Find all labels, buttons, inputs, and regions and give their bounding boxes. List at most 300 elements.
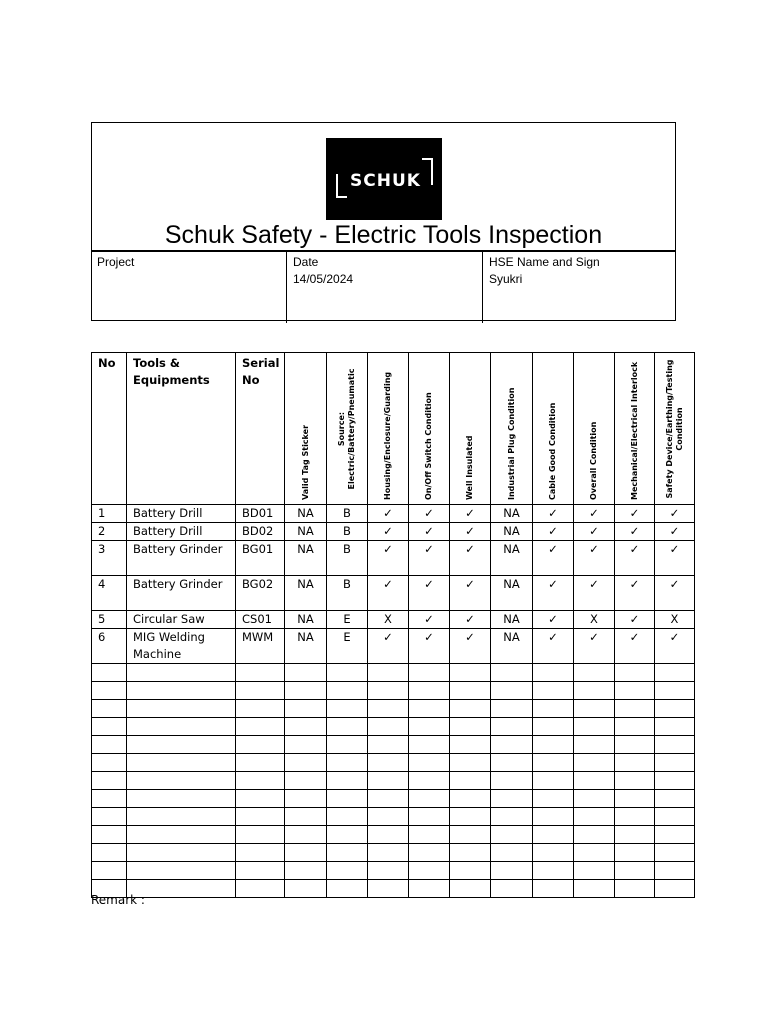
empty-cell	[491, 718, 533, 736]
cell-insulated: ✓	[450, 523, 491, 541]
empty-cell	[615, 772, 655, 790]
empty-cell	[327, 790, 368, 808]
table-row	[92, 523, 695, 541]
empty-cell	[327, 682, 368, 700]
cell-overall: ✓	[574, 505, 615, 523]
logo-bracket-top-right	[422, 158, 433, 185]
cell-housing: ✓	[368, 541, 409, 576]
empty-cell	[285, 718, 327, 736]
cell-cable: ✓	[533, 629, 574, 664]
empty-cell	[574, 826, 615, 844]
info-row	[91, 250, 676, 323]
empty-cell	[409, 682, 450, 700]
header-cable-text: Cable Good Condition	[548, 402, 557, 500]
empty-cell	[491, 862, 533, 880]
header-insulated-text: Well Insulated	[465, 435, 474, 500]
cell-cable: ✓	[533, 576, 574, 611]
cell-interlock: ✓	[615, 505, 655, 523]
cell-valid-tag: NA	[285, 611, 327, 629]
empty-cell	[450, 862, 491, 880]
empty-cell	[92, 718, 127, 736]
cell-overall: ✓	[574, 576, 615, 611]
empty-cell	[409, 790, 450, 808]
project-label: Project	[97, 255, 135, 269]
cell-plug: NA	[491, 629, 533, 664]
table-row	[92, 505, 695, 523]
empty-cell	[491, 808, 533, 826]
empty-cell	[533, 700, 574, 718]
empty-cell	[236, 862, 285, 880]
empty-cell	[368, 862, 409, 880]
empty-cell	[574, 700, 615, 718]
empty-cell	[285, 682, 327, 700]
empty-cell	[450, 844, 491, 862]
empty-cell	[574, 862, 615, 880]
empty-cell	[409, 754, 450, 772]
empty-table-row	[92, 790, 695, 808]
empty-cell	[327, 862, 368, 880]
cell-interlock: ✓	[615, 611, 655, 629]
empty-cell	[574, 754, 615, 772]
empty-cell	[450, 718, 491, 736]
empty-cell	[409, 880, 450, 898]
logo-bracket-bottom-left	[336, 174, 347, 198]
empty-cell	[533, 844, 574, 862]
header-overall	[574, 353, 615, 505]
empty-cell	[409, 844, 450, 862]
empty-cell	[92, 844, 127, 862]
header-onoff	[409, 353, 450, 505]
empty-cell	[574, 808, 615, 826]
empty-cell	[236, 808, 285, 826]
cell-plug: NA	[491, 576, 533, 611]
empty-cell	[655, 700, 695, 718]
cell-insulated: ✓	[450, 611, 491, 629]
cell-tool: Circular Saw	[127, 611, 236, 629]
table-row	[92, 611, 695, 629]
cell-insulated: ✓	[450, 541, 491, 576]
empty-cell	[285, 862, 327, 880]
header-overall-text: Overall Condition	[589, 421, 598, 500]
cell-source: B	[327, 523, 368, 541]
cell-safety: ✓	[655, 523, 695, 541]
hse-label: HSE Name and Sign	[489, 255, 600, 269]
empty-cell	[655, 718, 695, 736]
empty-table-row	[92, 700, 695, 718]
empty-cell	[327, 664, 368, 682]
empty-cell	[285, 844, 327, 862]
schuk-logo	[326, 138, 442, 220]
empty-cell	[450, 880, 491, 898]
document-title: Schuk Safety - Electric Tools Inspection	[164, 221, 603, 249]
empty-cell	[236, 880, 285, 898]
empty-cell	[533, 862, 574, 880]
cell-onoff: ✓	[409, 576, 450, 611]
empty-cell	[285, 808, 327, 826]
empty-cell	[327, 718, 368, 736]
empty-cell	[92, 826, 127, 844]
cell-safety: ✓	[655, 576, 695, 611]
cell-cable: ✓	[533, 541, 574, 576]
cell-housing: ✓	[368, 576, 409, 611]
empty-cell	[450, 790, 491, 808]
cell-safety: ✓	[655, 629, 695, 664]
empty-cell	[92, 862, 127, 880]
empty-cell	[615, 664, 655, 682]
empty-cell	[533, 736, 574, 754]
empty-cell	[655, 736, 695, 754]
empty-cell	[574, 844, 615, 862]
empty-cell	[368, 844, 409, 862]
empty-cell	[127, 700, 236, 718]
empty-table-row	[92, 664, 695, 682]
cell-valid-tag: NA	[285, 541, 327, 576]
header-interlock	[615, 353, 655, 505]
empty-cell	[533, 718, 574, 736]
empty-cell	[450, 682, 491, 700]
cell-tool: Battery Drill	[127, 523, 236, 541]
cell-overall: ✓	[574, 523, 615, 541]
cell-no: 3	[92, 541, 127, 576]
empty-cell	[574, 736, 615, 754]
empty-cell	[127, 664, 236, 682]
empty-cell	[236, 700, 285, 718]
cell-plug: NA	[491, 505, 533, 523]
empty-cell	[615, 808, 655, 826]
table-header-row	[92, 353, 695, 505]
empty-cell	[491, 790, 533, 808]
empty-cell	[655, 790, 695, 808]
cell-housing: ✓	[368, 629, 409, 664]
empty-cell	[491, 700, 533, 718]
empty-table-row	[92, 772, 695, 790]
cell-interlock: ✓	[615, 576, 655, 611]
empty-cell	[285, 736, 327, 754]
empty-cell	[285, 826, 327, 844]
cell-cable: ✓	[533, 505, 574, 523]
empty-cell	[327, 772, 368, 790]
empty-cell	[409, 772, 450, 790]
empty-cell	[655, 664, 695, 682]
header-housing	[368, 353, 409, 505]
empty-cell	[92, 682, 127, 700]
empty-cell	[368, 664, 409, 682]
empty-cell	[236, 664, 285, 682]
header-no: No	[92, 353, 127, 505]
cell-plug: NA	[491, 523, 533, 541]
empty-cell	[409, 862, 450, 880]
empty-cell	[655, 880, 695, 898]
cell-serial: BG01	[236, 541, 285, 576]
empty-cell	[368, 682, 409, 700]
cell-interlock: ✓	[615, 523, 655, 541]
empty-cell	[127, 862, 236, 880]
cell-serial: BG02	[236, 576, 285, 611]
cell-serial: BD02	[236, 523, 285, 541]
cell-source: B	[327, 505, 368, 523]
empty-cell	[615, 736, 655, 754]
cell-source: B	[327, 576, 368, 611]
empty-cell	[92, 808, 127, 826]
header-housing-text: Housing/Enclosure/Guarding	[383, 371, 392, 500]
empty-cell	[368, 808, 409, 826]
empty-table-row	[92, 754, 695, 772]
empty-cell	[368, 790, 409, 808]
cell-plug: NA	[491, 611, 533, 629]
empty-cell	[127, 826, 236, 844]
header-source	[327, 353, 368, 505]
empty-cell	[368, 754, 409, 772]
empty-cell	[285, 754, 327, 772]
empty-cell	[655, 826, 695, 844]
empty-cell	[236, 754, 285, 772]
empty-cell	[285, 772, 327, 790]
table-body	[92, 505, 695, 898]
header-valid-tag	[285, 353, 327, 505]
empty-cell	[327, 826, 368, 844]
empty-cell	[574, 718, 615, 736]
empty-cell	[368, 700, 409, 718]
empty-cell	[615, 718, 655, 736]
cell-safety: ✓	[655, 541, 695, 576]
cell-onoff: ✓	[409, 505, 450, 523]
cell-no: 4	[92, 576, 127, 611]
empty-cell	[615, 682, 655, 700]
header-insulated	[450, 353, 491, 505]
empty-cell	[491, 754, 533, 772]
empty-cell	[655, 754, 695, 772]
empty-cell	[574, 682, 615, 700]
header-tools: Tools & Equipments	[127, 353, 236, 505]
date-value: 14/05/2024	[293, 272, 354, 286]
cell-no: 6	[92, 629, 127, 664]
cell-source: B	[327, 541, 368, 576]
empty-cell	[236, 844, 285, 862]
cell-valid-tag: NA	[285, 629, 327, 664]
cell-onoff: ✓	[409, 541, 450, 576]
empty-cell	[92, 754, 127, 772]
empty-cell	[327, 736, 368, 754]
empty-cell	[285, 880, 327, 898]
empty-cell	[236, 736, 285, 754]
logo-text: SCHUK	[350, 171, 421, 191]
empty-table-row	[92, 880, 695, 898]
cell-safety: ✓	[655, 505, 695, 523]
cell-tool: MIG Welding Machine	[127, 629, 236, 664]
cell-insulated: ✓	[450, 505, 491, 523]
empty-cell	[574, 790, 615, 808]
empty-cell	[368, 718, 409, 736]
empty-cell	[533, 826, 574, 844]
project-cell	[91, 252, 286, 323]
empty-cell	[368, 880, 409, 898]
empty-cell	[127, 682, 236, 700]
empty-cell	[450, 772, 491, 790]
empty-cell	[409, 700, 450, 718]
empty-cell	[450, 826, 491, 844]
cell-onoff: ✓	[409, 629, 450, 664]
empty-cell	[574, 664, 615, 682]
empty-cell	[327, 754, 368, 772]
cell-cable: ✓	[533, 611, 574, 629]
empty-cell	[655, 772, 695, 790]
cell-no: 2	[92, 523, 127, 541]
empty-cell	[533, 682, 574, 700]
cell-valid-tag: NA	[285, 576, 327, 611]
empty-cell	[655, 844, 695, 862]
empty-table-row	[92, 808, 695, 826]
empty-cell	[615, 826, 655, 844]
empty-cell	[491, 844, 533, 862]
empty-table-row	[92, 862, 695, 880]
cell-housing: X	[368, 611, 409, 629]
empty-cell	[533, 772, 574, 790]
cell-serial: MWM	[236, 629, 285, 664]
empty-cell	[368, 826, 409, 844]
header-serial: Serial No	[236, 353, 285, 505]
empty-cell	[127, 736, 236, 754]
empty-cell	[409, 808, 450, 826]
empty-cell	[327, 808, 368, 826]
hse-cell	[482, 252, 676, 323]
empty-cell	[236, 790, 285, 808]
empty-cell	[92, 772, 127, 790]
cell-cable: ✓	[533, 523, 574, 541]
empty-cell	[127, 718, 236, 736]
cell-tool: Battery Grinder	[127, 576, 236, 611]
cell-source: E	[327, 611, 368, 629]
empty-cell	[92, 664, 127, 682]
cell-housing: ✓	[368, 523, 409, 541]
remark-label: Remark :	[91, 893, 145, 907]
header-plug	[491, 353, 533, 505]
table-row	[92, 629, 695, 664]
empty-cell	[491, 826, 533, 844]
cell-overall: X	[574, 611, 615, 629]
header-interlock-text: Mechanical/Electrical Interlock	[629, 361, 639, 500]
cell-source: E	[327, 629, 368, 664]
empty-cell	[236, 718, 285, 736]
table-row	[92, 576, 695, 611]
empty-cell	[615, 862, 655, 880]
empty-cell	[409, 664, 450, 682]
cell-insulated: ✓	[450, 629, 491, 664]
header-plug-text: Industrial Plug Condition	[506, 387, 516, 500]
empty-table-row	[92, 844, 695, 862]
cell-valid-tag: NA	[285, 505, 327, 523]
cell-interlock: ✓	[615, 629, 655, 664]
header-safety	[655, 353, 695, 505]
empty-cell	[450, 736, 491, 754]
empty-table-row	[92, 718, 695, 736]
empty-cell	[327, 844, 368, 862]
header-cable	[533, 353, 574, 505]
empty-cell	[450, 664, 491, 682]
empty-cell	[127, 772, 236, 790]
empty-cell	[285, 700, 327, 718]
empty-cell	[655, 808, 695, 826]
cell-onoff: ✓	[409, 611, 450, 629]
inspection-table	[91, 352, 695, 898]
empty-cell	[236, 772, 285, 790]
date-cell	[286, 252, 482, 323]
hse-value: Syukri	[489, 272, 523, 286]
empty-cell	[655, 862, 695, 880]
date-label: Date	[293, 255, 319, 269]
empty-cell	[491, 682, 533, 700]
empty-cell	[533, 808, 574, 826]
empty-cell	[92, 700, 127, 718]
cell-safety: X	[655, 611, 695, 629]
empty-cell	[533, 880, 574, 898]
empty-cell	[92, 790, 127, 808]
empty-cell	[491, 880, 533, 898]
empty-cell	[491, 772, 533, 790]
empty-cell	[327, 880, 368, 898]
cell-tool: Battery Drill	[127, 505, 236, 523]
header-source-text: Source: Electric/Battery/Pneumatic	[337, 368, 356, 490]
cell-serial: CS01	[236, 611, 285, 629]
cell-no: 1	[92, 505, 127, 523]
empty-cell	[574, 880, 615, 898]
empty-cell	[450, 700, 491, 718]
empty-cell	[127, 790, 236, 808]
cell-overall: ✓	[574, 629, 615, 664]
empty-table-row	[92, 826, 695, 844]
empty-table-row	[92, 736, 695, 754]
empty-cell	[409, 736, 450, 754]
empty-cell	[491, 664, 533, 682]
cell-no: 5	[92, 611, 127, 629]
cell-tool: Battery Grinder	[127, 541, 236, 576]
form-header	[91, 122, 676, 321]
empty-cell	[327, 700, 368, 718]
header-onoff-text: On/Off Switch Condition	[424, 392, 433, 500]
empty-cell	[615, 844, 655, 862]
empty-cell	[236, 682, 285, 700]
empty-cell	[615, 700, 655, 718]
empty-cell	[127, 754, 236, 772]
empty-cell	[533, 664, 574, 682]
empty-cell	[285, 790, 327, 808]
cell-interlock: ✓	[615, 541, 655, 576]
empty-cell	[127, 808, 236, 826]
empty-cell	[127, 844, 236, 862]
header-valid-tag-text: Valid Tag Sticker	[300, 424, 310, 500]
cell-plug: NA	[491, 541, 533, 576]
empty-cell	[533, 790, 574, 808]
cell-valid-tag: NA	[285, 523, 327, 541]
cell-onoff: ✓	[409, 523, 450, 541]
empty-cell	[533, 754, 574, 772]
empty-cell	[368, 736, 409, 754]
empty-cell	[615, 754, 655, 772]
empty-cell	[236, 826, 285, 844]
empty-cell	[285, 664, 327, 682]
empty-cell	[450, 754, 491, 772]
empty-cell	[655, 682, 695, 700]
empty-cell	[491, 736, 533, 754]
cell-overall: ✓	[574, 541, 615, 576]
empty-cell	[368, 772, 409, 790]
empty-cell	[450, 808, 491, 826]
cell-insulated: ✓	[450, 576, 491, 611]
cell-housing: ✓	[368, 505, 409, 523]
empty-cell	[92, 736, 127, 754]
empty-cell	[409, 826, 450, 844]
empty-cell	[409, 718, 450, 736]
table-row	[92, 541, 695, 576]
